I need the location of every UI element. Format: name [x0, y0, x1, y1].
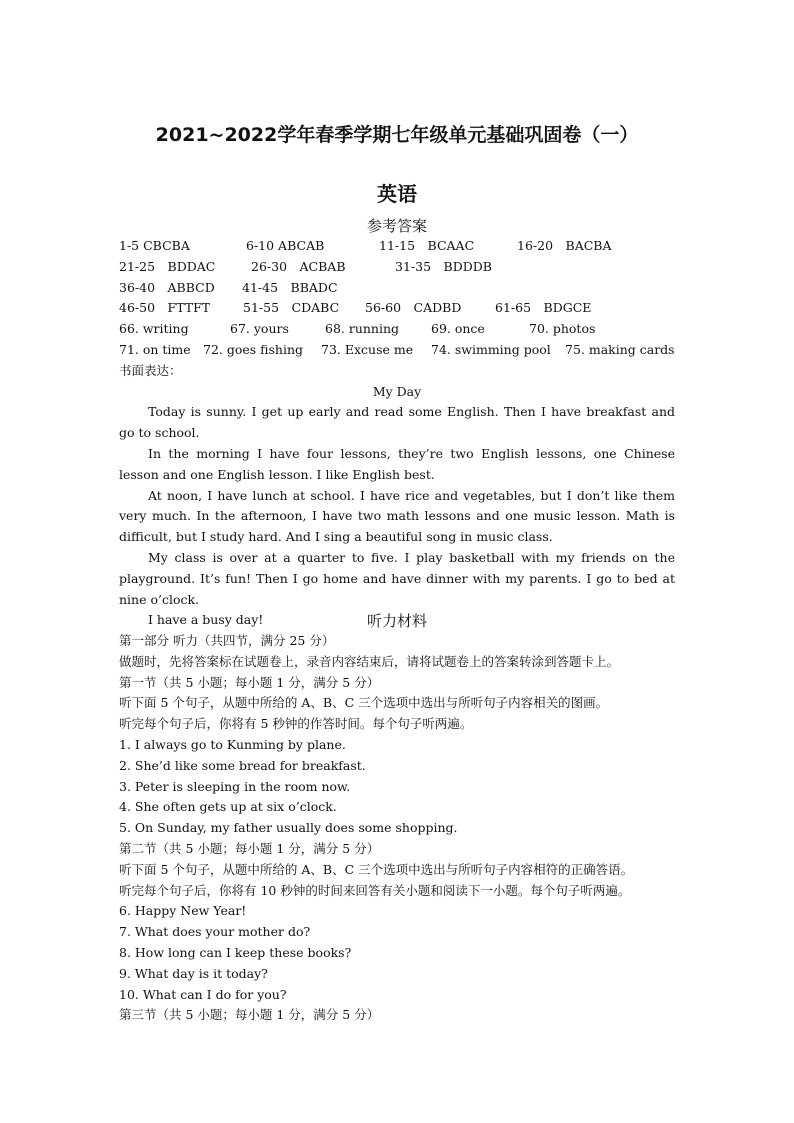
- listening-line: 4. She often gets up at six o’clock.: [119, 799, 337, 815]
- listening-line: 10. What can I do for you?: [119, 986, 287, 1002]
- essay-paragraph: Today is sunny. I get up early and read some English. Then I have breakfast and go to school.: [119, 404, 675, 441]
- answer-cell: 11-15 BCAAC: [379, 238, 475, 253]
- answer-row: [119, 319, 675, 340]
- listening-line: 1. I always go to Kunming by plane.: [119, 736, 346, 752]
- answer-cell: 75. making cards: [565, 341, 675, 357]
- answer-cell: 74. swimming pool: [431, 341, 551, 357]
- answer-cell: 56-60 CADBD: [365, 300, 462, 316]
- listening-line: 7. What does your mother do?: [119, 924, 311, 940]
- answer-cell: 72. goes fishing: [203, 341, 304, 357]
- answer-row: [119, 298, 675, 319]
- answer-row: [119, 278, 675, 299]
- essay-title: My Day: [372, 383, 422, 399]
- answer-cell: 67. yours: [230, 321, 289, 337]
- answer-cell: 70. photos: [529, 321, 596, 337]
- listening-heading: 听力材料: [366, 612, 427, 630]
- listening-section: [119, 631, 689, 1026]
- answer-row: [119, 236, 675, 257]
- listening-line: 第一部分 听力（共四节，满分 25 分）: [119, 633, 335, 648]
- listening-line: 5. On Sunday, my father usually does some shopping.: [119, 820, 458, 836]
- listening-line: 听完每个句子后，你将有 10 秒钟的时间来回答有关小题和阅读下一小题。每个句子听两遍。: [119, 882, 631, 898]
- listening-line: 听下面 5 个句子，从题中所给的 A、B、C 三个选项中选出与所听句子内容相符的正确答语。: [119, 861, 634, 877]
- listening-line: 听完每个句子后，你将有 5 秒钟的作答时间。每个句子听两遍。: [119, 716, 473, 732]
- answer-cell: 46-50 FTTFT: [119, 300, 211, 316]
- answer-cell: 31-35 BDDDB: [395, 258, 492, 274]
- listening-line: 3. Peter is sleeping in the room now.: [119, 778, 351, 794]
- listening-line: 8. How long can I keep these books?: [119, 944, 352, 960]
- answer-cell: 61-65 BDGCE: [495, 300, 592, 316]
- answer-key-section: [119, 236, 675, 631]
- answer-key-heading: 参考答案: [366, 217, 427, 235]
- answer-cell: 1-5 CBCBA: [119, 238, 190, 253]
- answer-cell: 21-25 BDDAC: [119, 258, 216, 274]
- answer-cell: 36-40 ABBCD: [119, 279, 215, 295]
- document-title: 2021~2022学年春季学期七年级单元基础巩固卷（一）: [155, 124, 639, 146]
- listening-line: 9. What day is it today?: [119, 965, 268, 981]
- answer-cell: 26-30 ACBAB: [251, 258, 346, 274]
- essay-paragraph: At noon, I have lunch at school. I have rice and vegetables, but I don’t like them very much. In the afternoon, I have two math lessons and one music lesson. Math is difficult, but I study hard. And I sing a beautiful song in music class.: [119, 487, 675, 545]
- answer-cell: 41-45 BBADC: [242, 279, 338, 295]
- essay-paragraph: My class is over at a quarter to five. I play basketball with my friends on the playground. It’s fun! Then I go home and have dinner with my parents. I go to bed at nine o’clock.: [119, 549, 675, 607]
- subject-heading: 英语: [377, 182, 417, 206]
- listening-line: 第二节（共 5 小题；每小题 1 分，满分 5 分）: [119, 840, 380, 856]
- listening-line: 听下面 5 个句子，从题中所给的 A、B、C 三个选项中选出与所听句子内容相关的图画。: [119, 695, 609, 711]
- writing-label: 书面表达：: [119, 362, 182, 378]
- answer-cell: 6-10 ABCAB: [246, 238, 325, 253]
- answer-cell: 71. on time: [119, 341, 191, 357]
- listening-line: 做题时，先将答案标在试题卷上，录音内容结束后，请将试题卷上的答案转涂到答题卡上。: [119, 653, 620, 669]
- essay-paragraph: I have a busy day!: [148, 612, 264, 628]
- answer-cell: 68. running: [325, 321, 400, 337]
- answer-cell: 16-20 BACBA: [517, 238, 612, 253]
- answer-cell: 66. writing: [119, 321, 189, 337]
- answer-cell: 69. once: [431, 321, 485, 337]
- essay-paragraph: In the morning I have four lessons, they’re two English lessons, one Chinese lesson and one English lesson. I like English best.: [119, 445, 675, 482]
- answer-cell: 73. Excuse me: [321, 341, 414, 357]
- answer-cell: 51-55 CDABC: [243, 300, 340, 316]
- listening-line: 第三节（共 5 小题；每小题 1 分，满分 5 分）: [119, 1007, 380, 1023]
- listening-line: 6. Happy New Year!: [119, 903, 247, 919]
- answer-row: [119, 257, 675, 278]
- listening-line: 第一节（共 5 小题；每小题 1 分，满分 5 分）: [119, 674, 380, 690]
- answer-row: [119, 340, 675, 361]
- listening-line: 2. She’d like some bread for breakfast.: [119, 757, 366, 773]
